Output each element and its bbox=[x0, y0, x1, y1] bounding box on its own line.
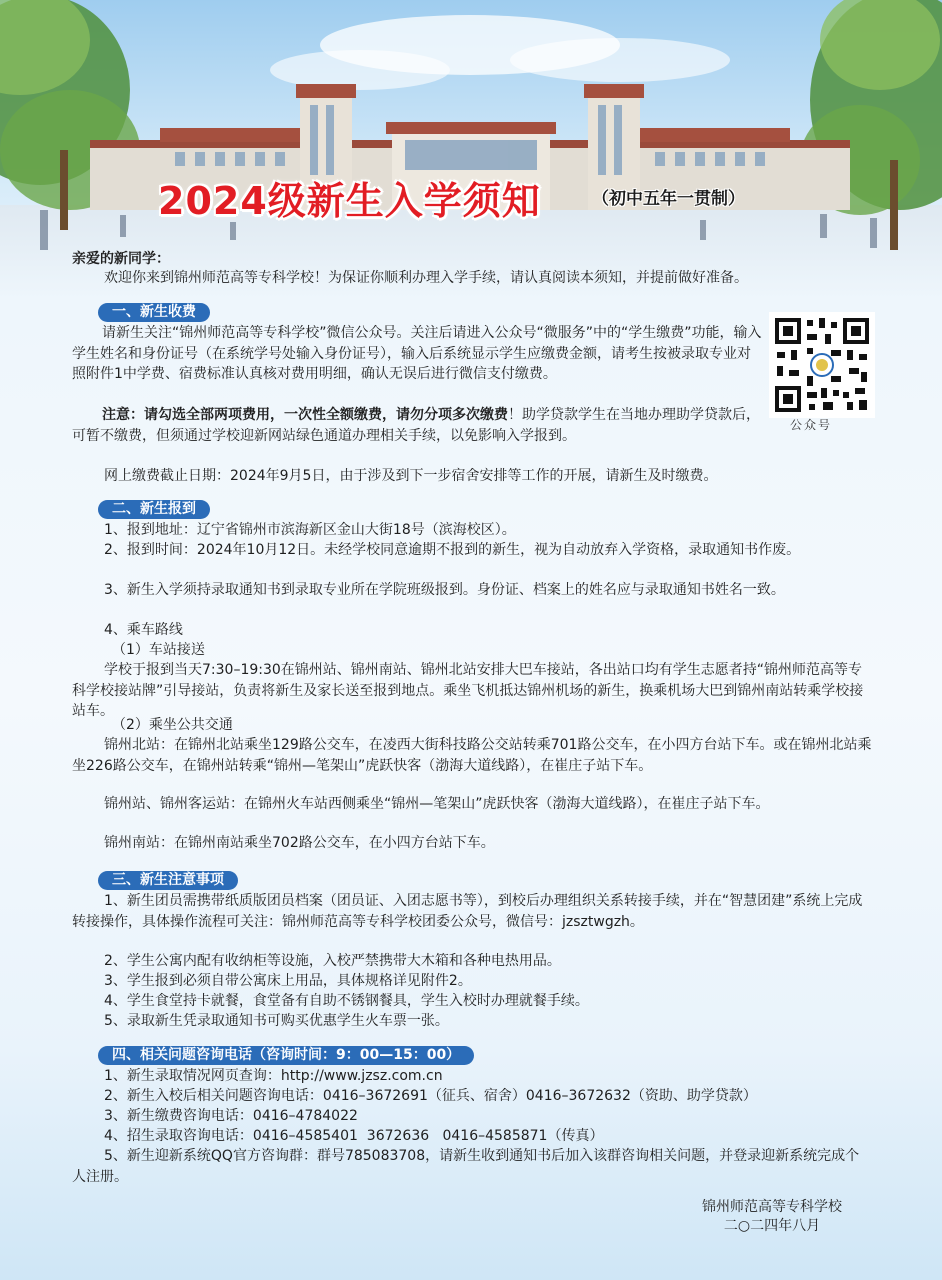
fees-paragraph: 请新生关注“锦州师范高等专科学校”微信公众号。关注后请进入公众号“微服务”中的“学生缴费”功能，输入学生姓名和身份证号（在系统学号处输入身份证号），输入后系统显示学生应缴费金额，请考生按被录取专业对照附件1中学费、宿费标准认真核对费用明细，确认无误后进行微信支付缴费。 bbox=[72, 325, 762, 382]
fees-note-label: 注意：请勾选全部两项费用，一次性全额缴费，请勿分项多次缴费 bbox=[102, 407, 508, 423]
registration-sub-1-title: （1）车站接送 bbox=[112, 642, 205, 658]
notes-item-1: 1、新生团员需携带纸质版团员档案（团员证、入团志愿书等），到校后办理组织关系转接手续，并在“智慧团建”系统上完成转接操作，具体操作流程可关注：锦州师范高等专科学校团委公众号，微信号：jzsztwgzh。 bbox=[72, 893, 863, 930]
greeting-intro: 欢迎你来到锦州师范高等专科学校！为保证你顺利办理入学手续，请认真阅读本须知，并提前做好准备。 bbox=[104, 270, 748, 286]
registration-item-3: 3、新生入学须持录取通知书到录取专业所在学院班级报到。身份证、档案上的姓名应与录取通知书姓名一致。 bbox=[104, 582, 785, 598]
contact-item-2: 2、新生入校后相关问题咨询电话：0416–3672691（征兵、宿舍）0416–3672632（资助、助学贷款） bbox=[104, 1088, 757, 1104]
notes-item-2: 2、学生公寓内配有收纳柜等设施，入校严禁携带大木箱和各种电热用品。 bbox=[104, 953, 561, 969]
greeting-salutation: 亲爱的新同学： bbox=[72, 251, 170, 267]
signature-date: 二○二四年八月 bbox=[723, 1218, 821, 1234]
notes-item-4: 4、学生食堂持卡就餐，食堂备有自助不锈钢餐具，学生入校时办理就餐手续。 bbox=[104, 993, 589, 1009]
qr-caption: 公众号 bbox=[790, 418, 833, 432]
notes-item-5: 5、录取新生凭录取通知书可购买优惠学生火车票一张。 bbox=[104, 1013, 449, 1029]
section-heading-contact: 四、相关问题咨询电话（咨询时间：9：00—15：00） bbox=[98, 1046, 474, 1065]
registration-sub-2-title: （2）乘坐公共交通 bbox=[112, 717, 233, 733]
contact-item-1: 1、新生录取情况网页查询：http://www.jzsz.com.cn bbox=[104, 1068, 443, 1084]
registration-item-1: 1、报到地址：辽宁省锦州市滨海新区金山大街18号（滨海校区）。 bbox=[104, 522, 516, 538]
fees-note bbox=[72, 405, 762, 446]
notes-item-3: 3、学生报到必须自带公寓床上用品，具体规格详见附件2。 bbox=[104, 973, 472, 989]
contact-item-5: 5、新生迎新系统QQ官方咨询群：群号785083708，请新生收到通知书后加入该群咨询相关问题，并登录迎新系统完成个人注册。 bbox=[72, 1148, 860, 1185]
registration-sub-1-text: 学校于报到当天7:30–19:30在锦州站、锦州南站、锦州北站安排大巴车接站，各出站口均有学生志愿者持“锦州师范高等专科学校接站牌”引导接站，负责将新生及家长送至报到地点。乘坐飞机抵达锦州机场的新生，换乘机场大巴到锦州南站转乘学校接站车。 bbox=[72, 662, 864, 719]
registration-item-4: 4、乘车路线 bbox=[104, 622, 183, 638]
signature-school: 锦州师范高等专科学校 bbox=[702, 1199, 842, 1215]
fees-deadline: 网上缴费截止日期：2024年9月5日，由于涉及到下一步宿舍安排等工作的开展，请新生及时缴费。 bbox=[104, 468, 718, 484]
route-jinzhou-north: 锦州北站：在锦州北站乘坐129路公交车，在凌西大街科技路公交站转乘701路公交车，在小四方台站下车。或在锦州北站乘坐226路公交车，在锦州站转乘“锦州—笔架山”虎跃快客（渤海大道线路），在崔庄子站下车。 bbox=[72, 737, 872, 774]
wechat-qr-code[interactable] bbox=[769, 312, 875, 418]
section-heading-notes: 三、新生注意事项 bbox=[98, 871, 238, 890]
contact-item-4: 4、招生录取咨询电话：0416–4585401 3672636 0416–4585871（传真） bbox=[104, 1128, 604, 1144]
route-jinzhou-south: 锦州南站：在锦州南站乘坐702路公交车，在小四方台站下车。 bbox=[104, 835, 495, 851]
qr-code-icon bbox=[771, 314, 873, 416]
section-heading-registration: 二、新生报到 bbox=[98, 500, 210, 519]
fees-note-rest: ！助学贷款学生在当地办理助学贷款后，可暂不缴费，但须通过学校迎新网站绿色通道办理相关手续，以免影响入学报到。 bbox=[72, 407, 760, 444]
section-heading-fees: 一、新生收费 bbox=[98, 303, 210, 322]
route-jinzhou-main: 锦州站、锦州客运站：在锦州火车站西侧乘坐“锦州—笔架山”虎跃快客（渤海大道线路），在崔庄子站下车。 bbox=[104, 796, 770, 812]
page-title: 2024级新生入学须知 bbox=[158, 179, 541, 223]
page-subtitle: （初中五年一贯制） bbox=[592, 189, 745, 209]
contact-item-3: 3、新生缴费咨询电话：0416–4784022 bbox=[104, 1108, 358, 1124]
registration-item-2: 2、报到时间：2024年10月12日。未经学校同意逾期不报到的新生，视为自动放弃入学资格，录取通知书作废。 bbox=[104, 542, 801, 558]
